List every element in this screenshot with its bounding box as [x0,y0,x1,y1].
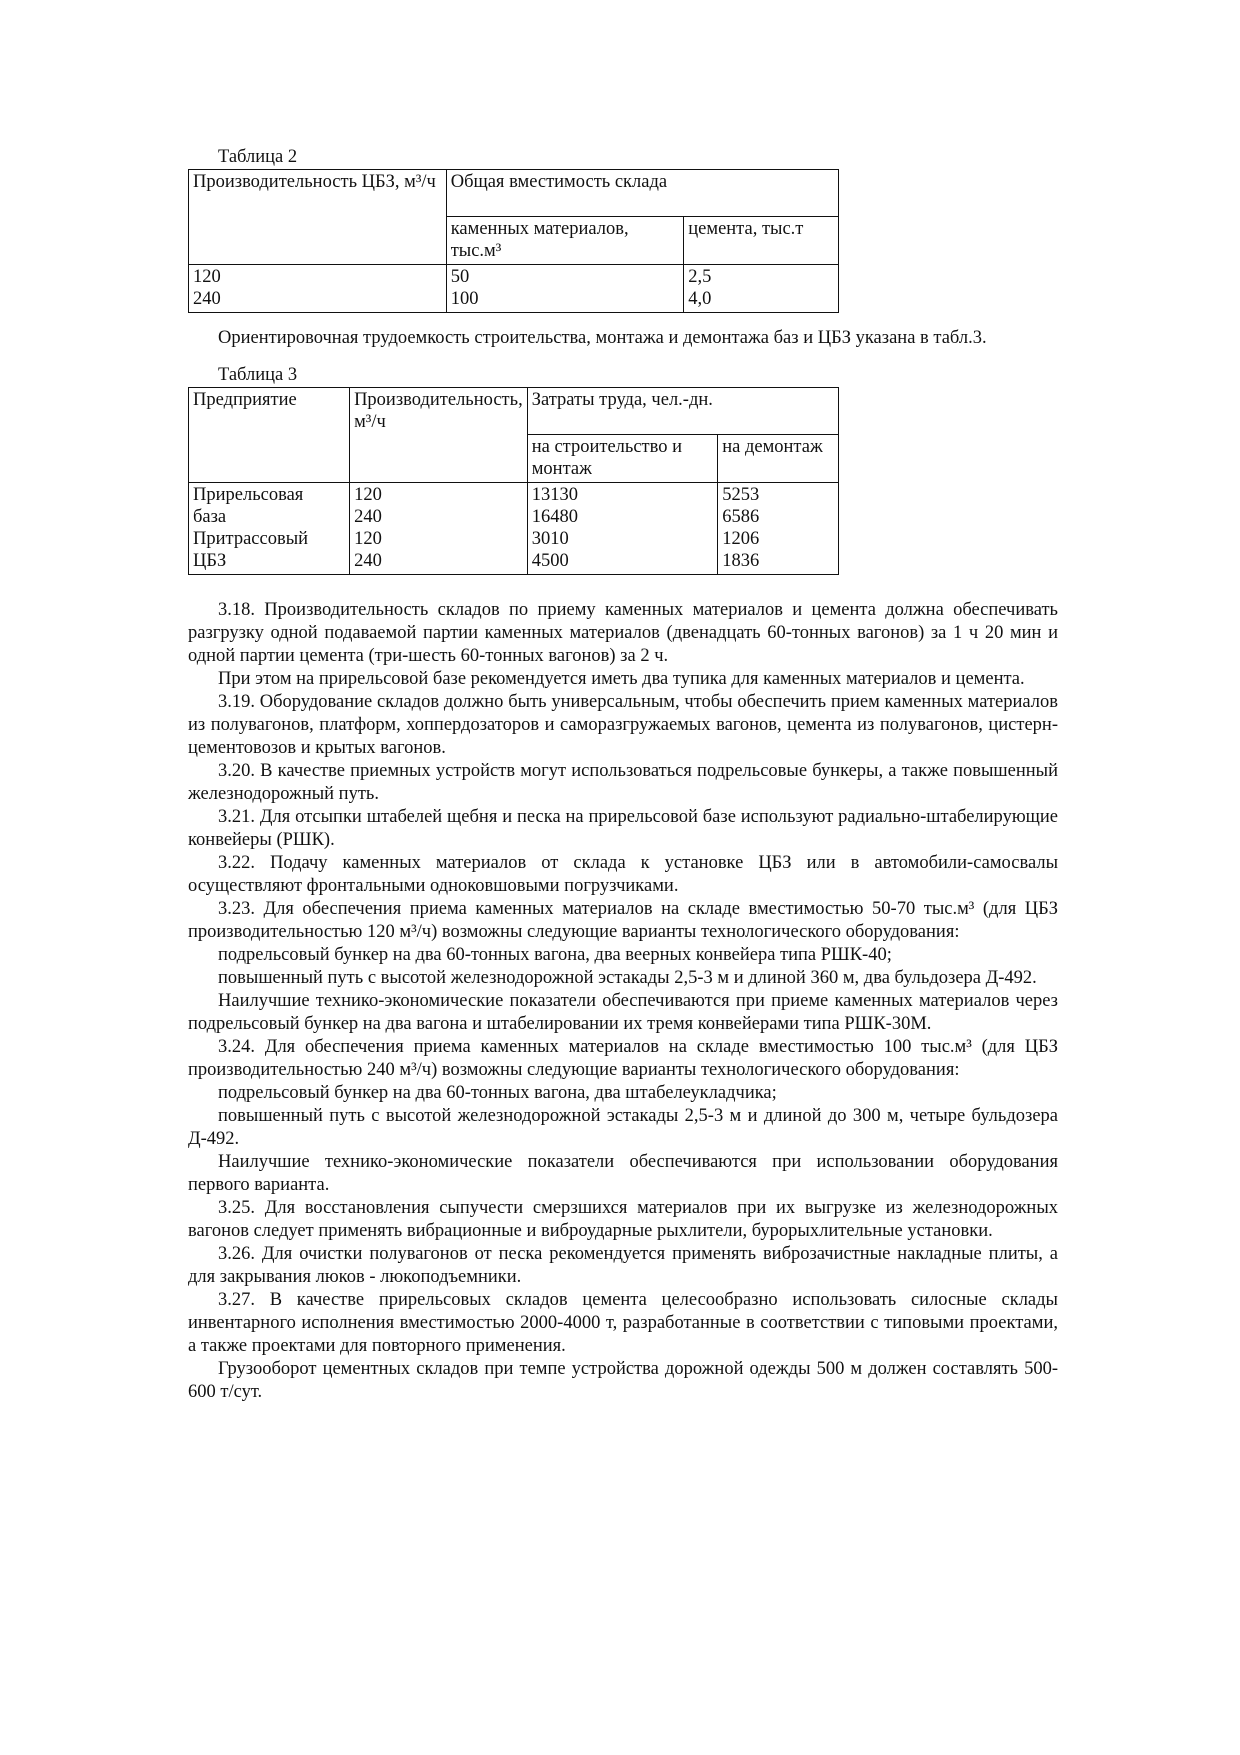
table3-header-productivity: Производительность, м³/ч [350,388,528,483]
table2-cell: 50 [450,267,470,287]
table2-subheader-stone: каменных материалов, тыс.м³ [446,217,684,265]
paragraph: повышенный путь с высотой железнодорожной эстакады 2,5-3 м и длиной до 300 м, четыре бульдозера Д-492. [188,1106,1058,1149]
paragraph: 3.22. Подачу каменных материалов от склада к установке ЦБЗ или в автомобили-самосвалы осуществляют фронтальными одноковшовыми погрузчиками. [188,853,1058,896]
table3-caption: Таблица 3 [218,365,298,385]
table3-cell: ЦБЗ [193,551,227,571]
paragraph: 3.27. В качестве прирельсовых складов цемента целесообразно использовать силосные склады инвентарного исполнения вместимостью 2000-4000 т, разработанные в соответствии с типовыми проектами, а также проектами для повторного применения. [188,1290,1058,1356]
table3-cell: 16480 [531,507,578,527]
table3-cell: 240 [354,551,382,571]
table3-cell: 5253 [722,485,760,505]
table2-cell: 120 [193,267,221,287]
paragraph: 3.23. Для обеспечения приема каменных материалов на складе вместимостью 50-70 тыс.м³ (для ЦБЗ производительностью 120 м³/ч) возможны следующие варианты технологического оборудования: [188,899,1058,942]
paragraph: Грузооборот цементных складов при темпе устройства дорожной одежды 500 м должен составлять 500-600 т/сут. [188,1359,1058,1402]
table3-header-labor: Затраты труда, чел.-дн. [527,388,838,435]
paragraph: 3.21. Для отсыпки штабелей щебня и песка на прирельсовой базе используют радиально-штабелирующие конвейеры (РШК). [188,807,1058,850]
table3-cell: 4500 [531,551,569,571]
table2-cell: 2,5 [688,267,712,287]
table2 [188,169,839,313]
table3-cell: 6586 [722,507,760,527]
paragraph: 3.26. Для очистки полувагонов от песка рекомендуется применять виброзачистные накладные плиты, а для закрывания люков - люкоподъемники. [188,1244,1058,1287]
table3-cell: Притрассовый [193,529,309,549]
table3-cell: 240 [354,507,382,527]
paragraph: 3.24. Для обеспечения приема каменных материалов на складе вместимостью 100 тыс.м³ (для ЦБЗ производительностью 240 м³/ч) возможны следующие варианты технологического оборудования: [188,1037,1058,1080]
table3-cell: 120 [354,485,382,505]
table3-cell: база [193,507,227,527]
table3-cell: 1836 [722,551,760,571]
table3-subheader-build: на строительство и монтаж [527,435,717,483]
paragraph: При этом на прирельсовой базе рекомендуется иметь два тупика для каменных материалов и цемента. [218,669,1025,689]
table3-cell: 120 [354,529,382,549]
paragraph: Наилучшие технико-экономические показатели обеспечиваются при приеме каменных материалов через подрельсовый бункер на два вагона и штабелировании их тремя конвейерами типа РШК-30М. [188,991,1058,1034]
paragraph: 3.20. В качестве приемных устройств могут использоваться подрельсовые бункеры, а также повышенный железнодорожный путь. [188,761,1058,804]
table2-cell: 4,0 [688,289,712,309]
paragraph: повышенный путь с высотой железнодорожной эстакады 2,5-3 м и длиной 360 м, два бульдозера Д-492. [218,968,1037,988]
paragraph: 3.19. Оборудование складов должно быть универсальным, чтобы обеспечить прием каменных материалов из полувагонов, платформ, хоппердозаторов и саморазгружаемых вагонов, цемента из полувагонов, цистерн-цементовозов и крытых вагонов. [188,692,1058,758]
table3-cell: Прирельсовая [193,485,304,505]
table3-cell: 13130 [531,485,578,505]
document-page [188,146,1058,1404]
intro-paragraph: Ориентировочная трудоемкость строительства, монтажа и демонтажа баз и ЦБЗ указана в табл.3. [218,328,987,348]
paragraph: Наилучшие технико-экономические показатели обеспечиваются при использовании оборудования первого варианта. [188,1152,1058,1195]
table3-subheader-dismantle: на демонтаж [718,435,839,483]
table2-header-productivity: Производительность ЦБЗ, м³/ч [189,170,447,265]
table3-cell: 1206 [722,529,760,549]
table2-cell: 240 [193,289,221,309]
table2-cell: 100 [450,289,479,309]
table2-caption: Таблица 2 [218,147,298,167]
paragraph: 3.25. Для восстановления сыпучести смерзшихся материалов при их выгрузке из железнодорожных вагонов следует применять вибрационные и виброударные рыхлители, бурорыхлительные установки. [188,1198,1058,1241]
table3 [188,387,839,575]
table2-subheader-cement: цемента, тыс.т [684,217,839,265]
paragraph: 3.18. Производительность складов по приему каменных материалов и цемента должна обеспечивать разгрузку одной подаваемой партии каменных материалов (двенадцать 60-тонных вагонов) за 1 ч 20 мин и одной партии цемента (три-шесть 60-тонных вагонов) за 2 ч. [188,600,1058,666]
table3-cell: 3010 [531,529,569,549]
table3-header-enterprise: Предприятие [189,388,350,483]
table2-header-capacity: Общая вместимость склада [446,170,838,217]
paragraph: подрельсовый бункер на два 60-тонных вагона, два веерных конвейера типа РШК-40; [218,945,892,965]
paragraph: подрельсовый бункер на два 60-тонных вагона, два штабелеукладчика; [218,1083,777,1103]
